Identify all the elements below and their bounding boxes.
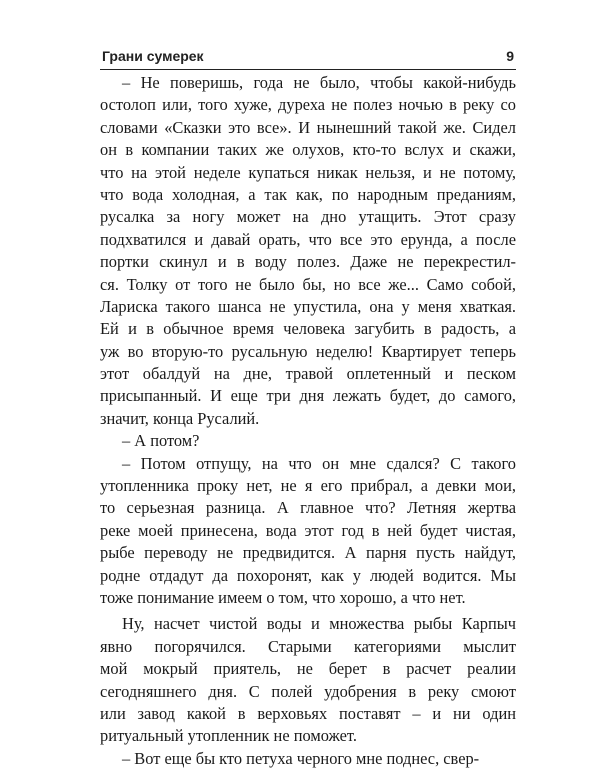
text-line: ся. Толку от того не было бы, но все же... Само собой, — [100, 274, 516, 294]
text-line: портки скинул и в воду полез. Даже не перекрестил- — [100, 252, 516, 272]
text-line: ритуальный утопленник не поможет. — [100, 726, 357, 746]
text-line: этот обалдуй на дне, травой оплетенный и песком — [100, 364, 516, 384]
text-line: остолоп или, того хуже, дуреха не полез ночью в реку со — [100, 95, 516, 115]
book-title: Грани сумерек — [102, 48, 204, 64]
text-line: – Потом отпущу, на что он мне сдался? С такого — [122, 453, 516, 473]
text-line: он в компании таких же олухов, кто-то вслух и скажи, — [100, 140, 516, 160]
paragraph — [100, 748, 516, 770]
text-line: рыбе переводу не предвидится. А парня пусть найдут, — [100, 543, 516, 563]
paragraph — [100, 613, 516, 747]
text-line: значит, конца Русалий. — [100, 408, 260, 428]
header-rule — [100, 69, 516, 70]
text-line: утопленника проку нет, не я его прибрал, а девки мои, — [100, 476, 516, 496]
body-text — [100, 72, 516, 770]
text-line: что вода холодная, а так как, по народным преданиям, — [100, 184, 516, 204]
running-header — [100, 46, 516, 70]
paragraph — [100, 72, 516, 430]
text-line: тоже понимание имеем о том, что хорошо, а что нет. — [100, 587, 466, 607]
text-line: родне отдадут да похоронят, как у людей водится. Мы — [100, 565, 516, 585]
text-line: Ей и в обычное время человека загубить в радость, а — [100, 319, 516, 339]
text-line: явно погорячился. Старыми категориями мыслит — [100, 636, 516, 656]
text-line: присыпанный. И еще три дня лежать будет, до самого, — [100, 386, 516, 406]
text-line: – Вот еще бы кто петуха черного мне поднес, свер- — [122, 748, 480, 768]
paragraph — [100, 430, 516, 452]
text-line: то серьезная разница. А главное что? Летняя жертва — [100, 498, 516, 518]
text-line: мой мокрый приятель, не берет в расчет реалии — [100, 659, 516, 679]
text-line: или завод какой в верховьях поставят – и ни один — [100, 703, 516, 723]
text-line: что на этой неделе купаться никак нельзя, и не потому, — [100, 162, 516, 182]
paragraph — [100, 453, 516, 610]
text-line: уж во вторую-то русальную неделю! Квартирует теперь — [100, 341, 516, 361]
text-line: подхватился и давай орать, что все это ерунда, а после — [100, 229, 516, 249]
text-line: словами «Сказки это все». И нынешний такой же. Сидел — [100, 117, 516, 137]
text-line: – А потом? — [122, 431, 200, 451]
text-line: Лариска такого шанса не упустила, она у меня хваткая. — [100, 296, 516, 316]
page-number: 9 — [506, 48, 514, 64]
text-line: реке моей принесена, вода этот год в ней будет чистая, — [100, 520, 516, 540]
text-line: Ну, насчет чистой воды и множества рыбы Карпыч — [122, 614, 516, 634]
text-line: – Не поверишь, года не было, чтобы какой-нибудь — [122, 73, 516, 92]
text-line: русалка за ногу может на дно утащить. Этот сразу — [100, 207, 516, 227]
text-line: сегодняшнего дня. С полей удобрения в реку смоют — [100, 681, 516, 701]
